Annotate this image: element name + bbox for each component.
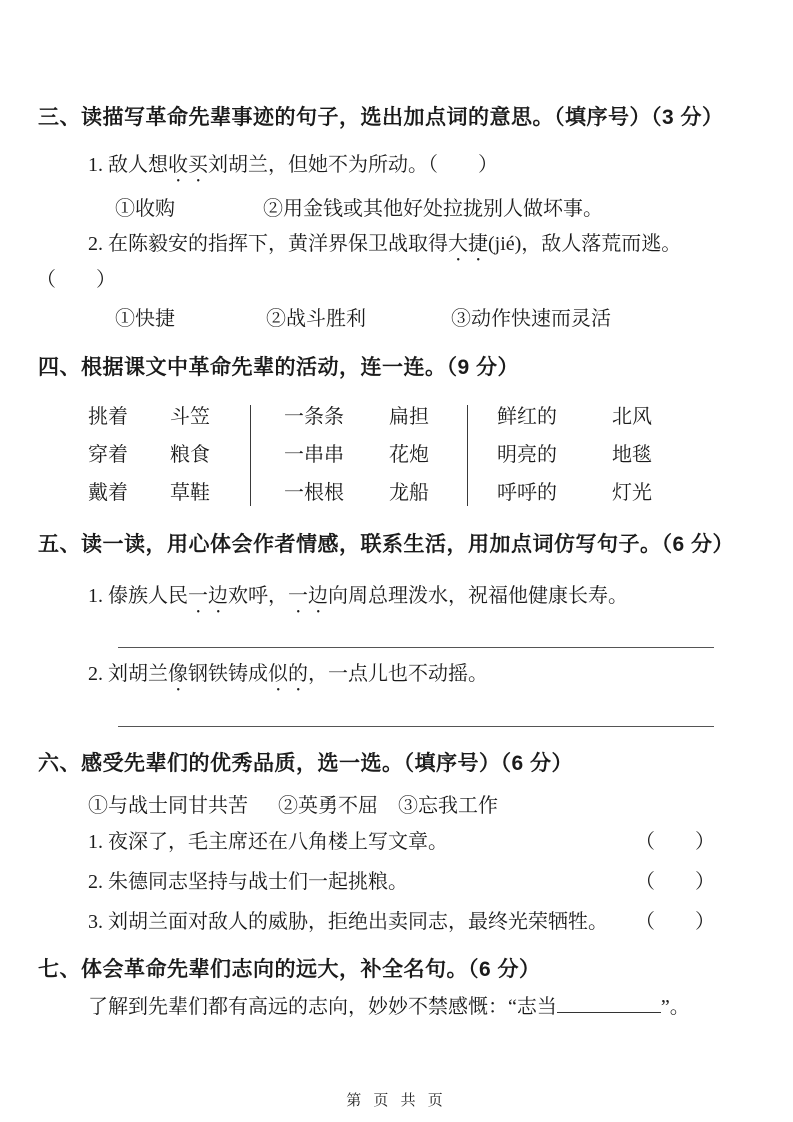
section-5-q1 — [88, 583, 628, 618]
option-2: ②用金钱或其他好处拉拢别人做坏事。 — [263, 198, 603, 220]
section-4-title: 四、根据课文中革命先辈的活动，连一连。（9 分） — [38, 356, 520, 379]
matching-exercise — [88, 404, 652, 507]
q2-emphasized-word: 似的 — [268, 663, 308, 685]
section-6-q1 — [88, 829, 715, 856]
match-group-1 — [88, 404, 250, 507]
q2-text: 2. 刘胡兰 — [88, 663, 168, 685]
q1-emphasized-word: 收买 — [168, 154, 208, 176]
fill-in-blank — [557, 992, 661, 1013]
option-1: ①快捷 — [115, 308, 175, 330]
match-right: 灯光 — [612, 482, 652, 504]
match-left: 一根根 — [284, 482, 344, 504]
match-right: 扁担 — [389, 406, 429, 428]
section-6-options — [88, 793, 498, 820]
q1-text: 1. 傣族人民 — [88, 585, 188, 607]
section-3-title: 三、读描写革命先辈事迹的句子，选出加点词的意思。（填序号）（3 分） — [38, 106, 724, 129]
match-right: 斗笠 — [170, 406, 210, 428]
q1-text-post: 刘胡兰，但她不为所动。（ ） — [208, 154, 498, 176]
option-2: ②英勇不屈 — [278, 795, 378, 817]
match-right: 花炮 — [389, 444, 429, 466]
q2-text-pre: 2. 在陈毅安的指挥下，黄洋界保卫战取得 — [88, 233, 448, 255]
section-5-q2 — [88, 661, 488, 696]
section-3-q2 — [88, 231, 681, 266]
option-1: ①与战士同甘共苦 — [88, 795, 248, 817]
sentence-pre: 了解到先辈们都有高远的志向，妙妙不禁感慨：“志当 — [88, 996, 557, 1018]
q2-text: ，一点儿也不动摇。 — [308, 663, 488, 685]
section-3-q1-options — [115, 196, 603, 223]
option-1: ①收购 — [115, 198, 175, 220]
match-right: 龙船 — [389, 482, 429, 504]
match-left: 一串串 — [284, 444, 344, 466]
answer-paren: （ ） — [635, 911, 715, 933]
match-group-3 — [468, 404, 652, 507]
match-right: 草鞋 — [170, 482, 210, 504]
section-5-title: 五、读一读，用心体会作者情感，联系生活，用加点词仿写句子。（6 分） — [38, 533, 735, 556]
option-2: ②战斗胜利 — [266, 308, 366, 330]
match-right: 地毯 — [612, 444, 652, 466]
section-3-q2-options — [115, 306, 611, 333]
section-6-q2 — [88, 869, 715, 896]
q2-text: 2. 朱德同志坚持与战士们一起挑粮。 — [88, 871, 408, 893]
match-left: 呼呼的 — [497, 482, 557, 504]
q2-text-post: (jié)，敌人落荒而逃。 — [488, 233, 682, 255]
q1-emphasized-word: 一边 — [288, 585, 328, 607]
section-6-title: 六、感受先辈们的优秀品质，选一选。（填序号）（6 分） — [38, 752, 574, 775]
q2-emphasized-word: 大捷 — [448, 233, 488, 255]
match-left: 戴着 — [88, 482, 128, 504]
match-right: 北风 — [612, 406, 652, 428]
sentence-post: ”。 — [660, 996, 690, 1018]
match-right: 粮食 — [170, 444, 210, 466]
match-left: 穿着 — [88, 444, 128, 466]
answer-paren: （ ） — [635, 871, 715, 893]
section-7-sentence — [88, 992, 690, 1021]
answer-line — [118, 647, 714, 648]
q1-text-pre: 1. 敌人想 — [88, 154, 168, 176]
match-left: 挑着 — [88, 406, 128, 428]
section-3-q1 — [88, 152, 498, 187]
match-left: 明亮的 — [497, 444, 557, 466]
section-7-title: 七、体会革命先辈们志向的远大，补全名句。（6 分） — [38, 958, 541, 981]
page-footer: 第 页 共 页 — [346, 1092, 447, 1109]
q1-text: 向周总理泼水，祝福他健康长寿。 — [328, 585, 628, 607]
option-3: ③动作快速而灵活 — [451, 308, 611, 330]
answer-paren: （ ） — [635, 831, 715, 853]
section-6-q3 — [88, 909, 715, 936]
option-3: ③忘我工作 — [398, 795, 498, 817]
answer-line — [118, 726, 714, 727]
match-left: 一条条 — [284, 406, 344, 428]
section-3-q2-answer-paren: （ ） — [36, 269, 116, 291]
q2-emphasized-word: 像 — [168, 663, 188, 685]
q1-text: 欢呼， — [228, 585, 288, 607]
q2-text: 钢铁铸成 — [188, 663, 268, 685]
q1-text: 1. 夜深了，毛主席还在八角楼上写文章。 — [88, 831, 448, 853]
q1-emphasized-word: 一边 — [188, 585, 228, 607]
match-left: 鲜红的 — [497, 406, 557, 428]
match-group-2 — [251, 404, 467, 507]
q3-text: 3. 刘胡兰面对敌人的威胁，拒绝出卖同志，最终光荣牺牲。 — [88, 911, 608, 933]
